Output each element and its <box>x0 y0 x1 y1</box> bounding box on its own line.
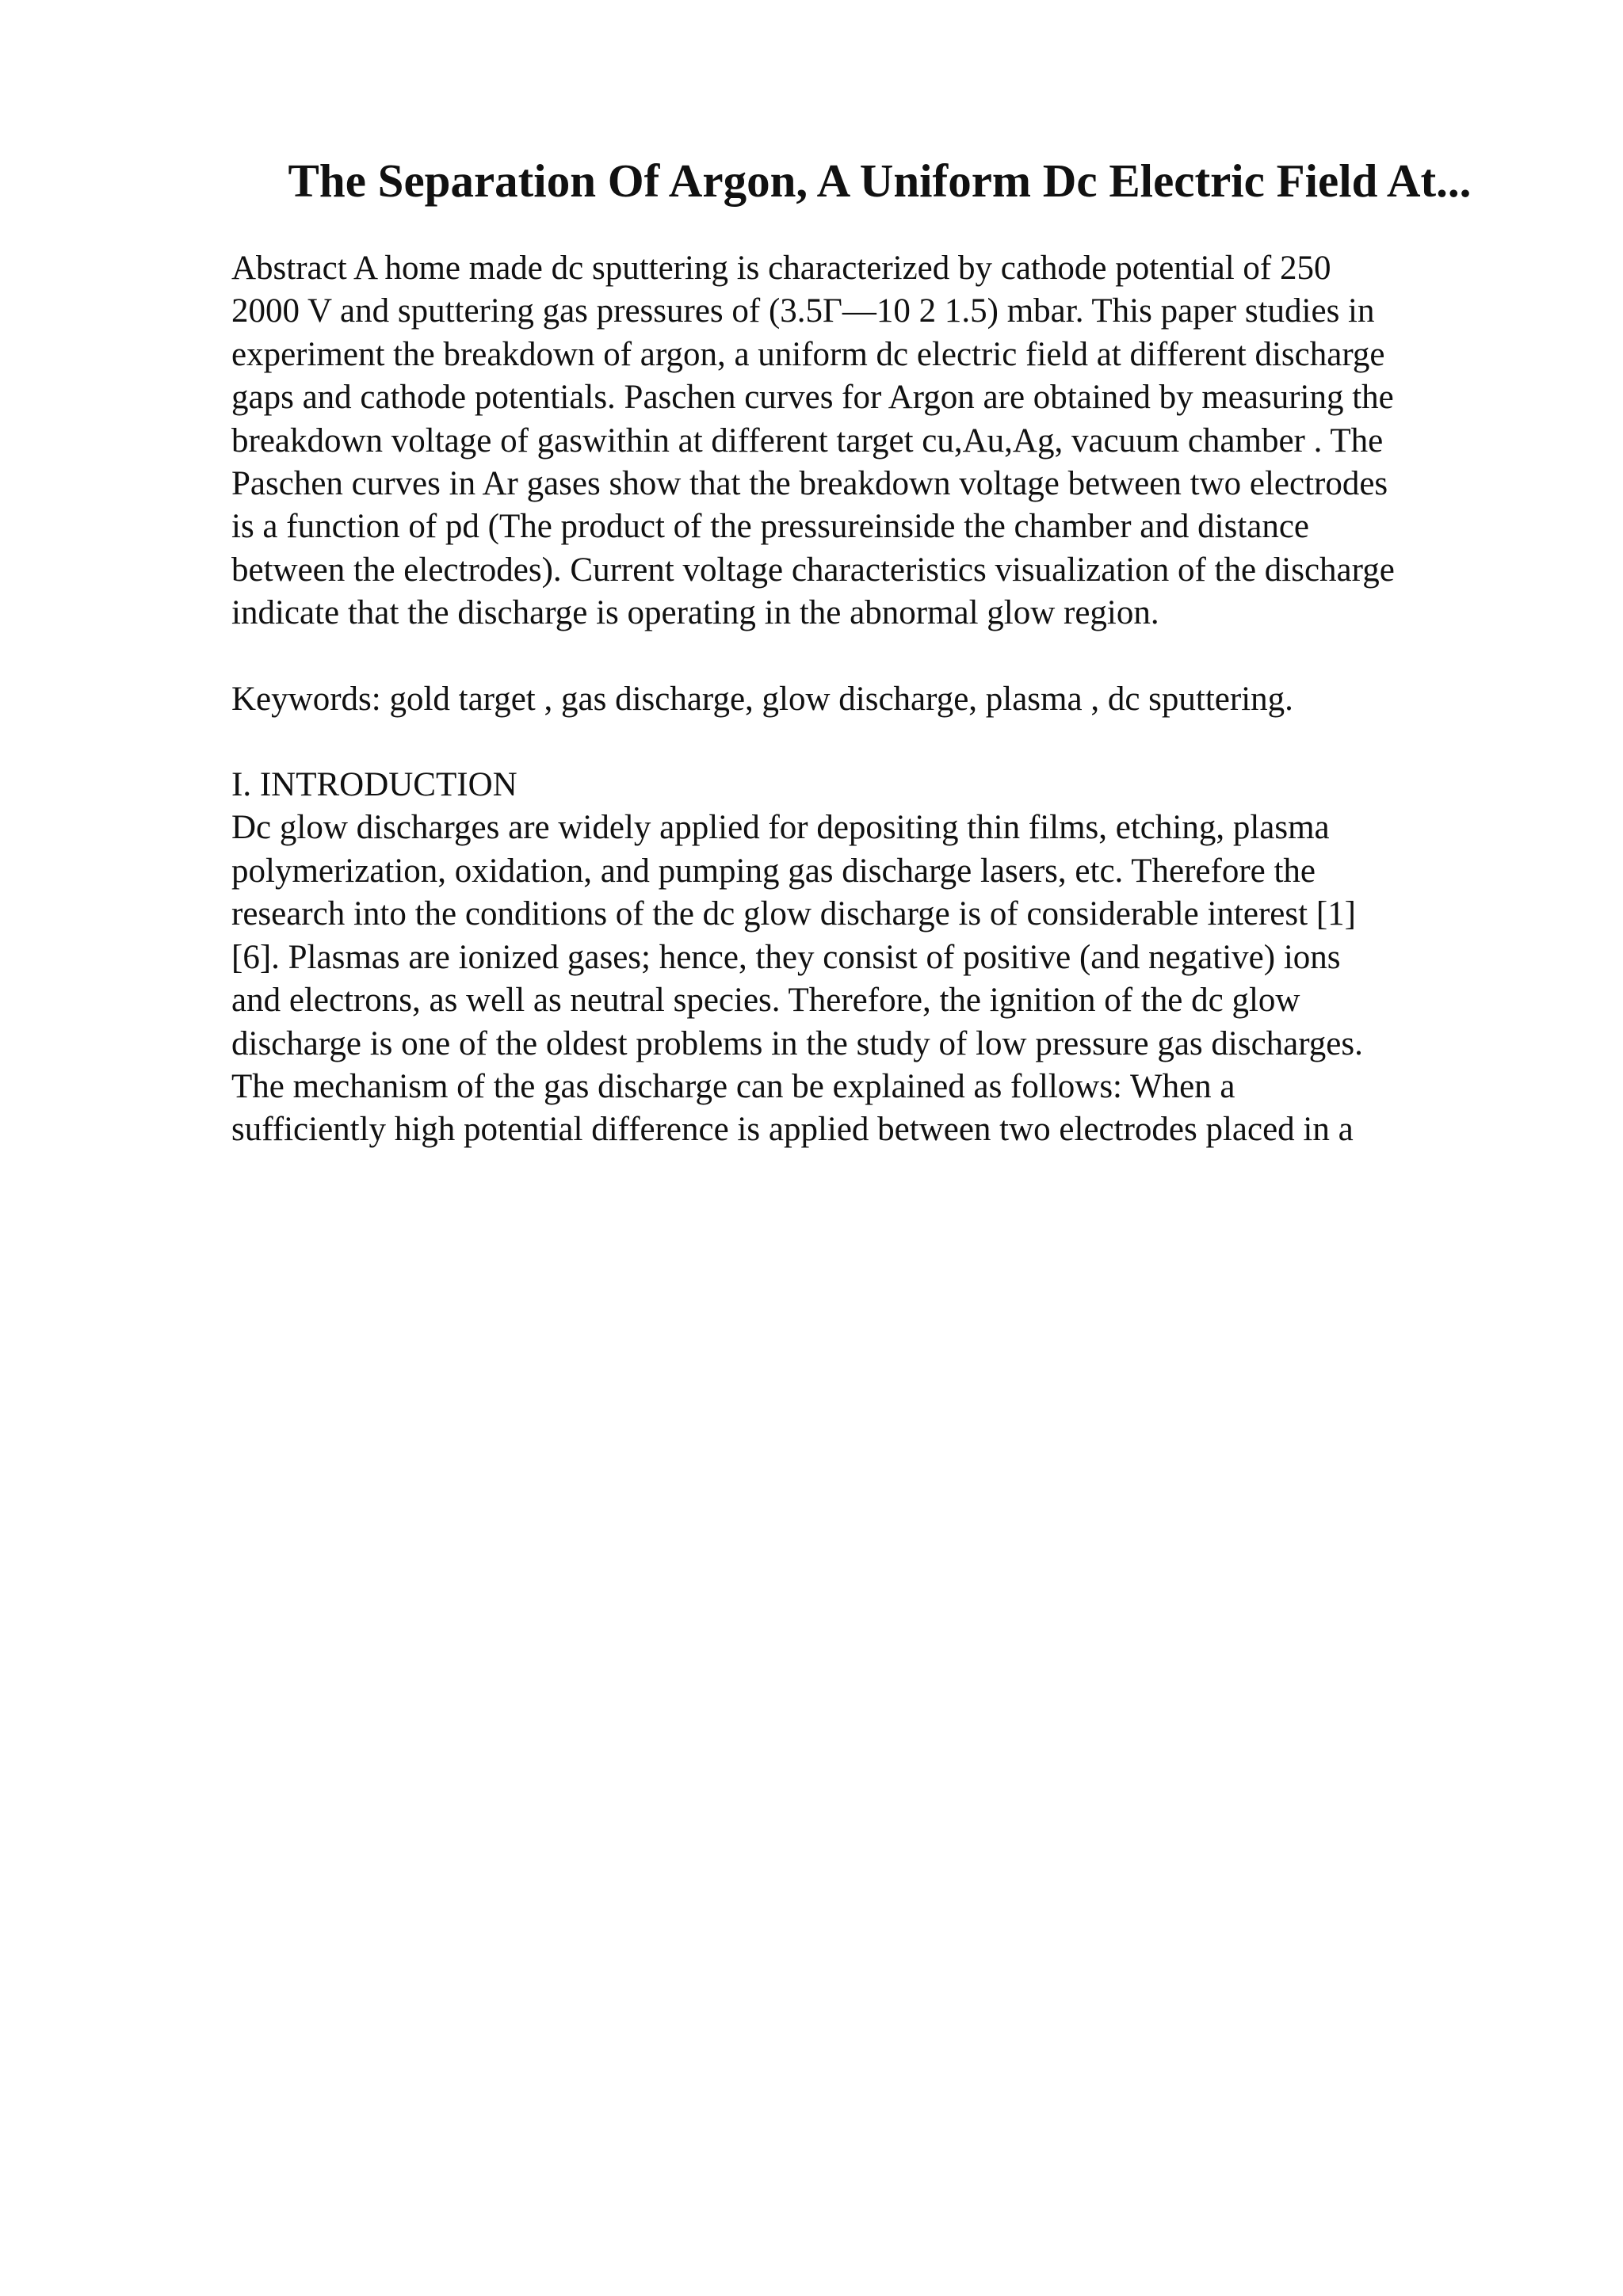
paragraph-gap <box>231 721 1547 764</box>
paragraph-gap <box>231 635 1547 678</box>
introduction-paragraph: Dc glow discharges are widely applied for depositing thin films, etching, plasma polymerization, oxidation, and pumping gas discharge lasers, etc. Therefore the research into the conditions of the dc glow discharge is of considerable interest [1] [6]. Plasmas are ionized gases; hence, they consist of positive (and negative) ions and electrons, as well as neutral species. Therefore, the ignition of the dc glow discharge is one of the oldest problems in the study of low pressure gas discharges. The mechanism of the gas discharge can be explained as follows: When a sufficiently high potential difference is applied between two electrodes placed in a <box>231 809 1363 1149</box>
abstract-paragraph: Abstract A home made dc sputtering is characterized by cathode potential of 250 2000 V and sputtering gas pressures of (3.5Γ—10 2 1.5) mbar. This paper studies in experiment the breakdown of argon, a uniform dc electric field at different discharge gaps and cathode potentials. Paschen curves for Argon are obtained by measuring the breakdown voltage of gaswithin at different target cu,Au,Ag, vacuum chamber . The Paschen curves in Ar gases show that the breakdown voltage between two electrodes is a function of pd (The product of the pressureinside the chamber and distance between the electrodes). Current voltage characteristics visualization of the discharge indicate that the discharge is operating in the abnormal glow region. <box>231 250 1395 632</box>
document-title: The Separation Of Argon, A Uniform Dc Electric Field At... <box>288 154 1472 207</box>
section-heading-introduction: I. INTRODUCTION <box>231 766 517 804</box>
keywords-line: Keywords: gold target , gas discharge, glow discharge, plasma , dc sputtering. <box>231 680 1293 718</box>
document-body <box>231 247 1547 1152</box>
